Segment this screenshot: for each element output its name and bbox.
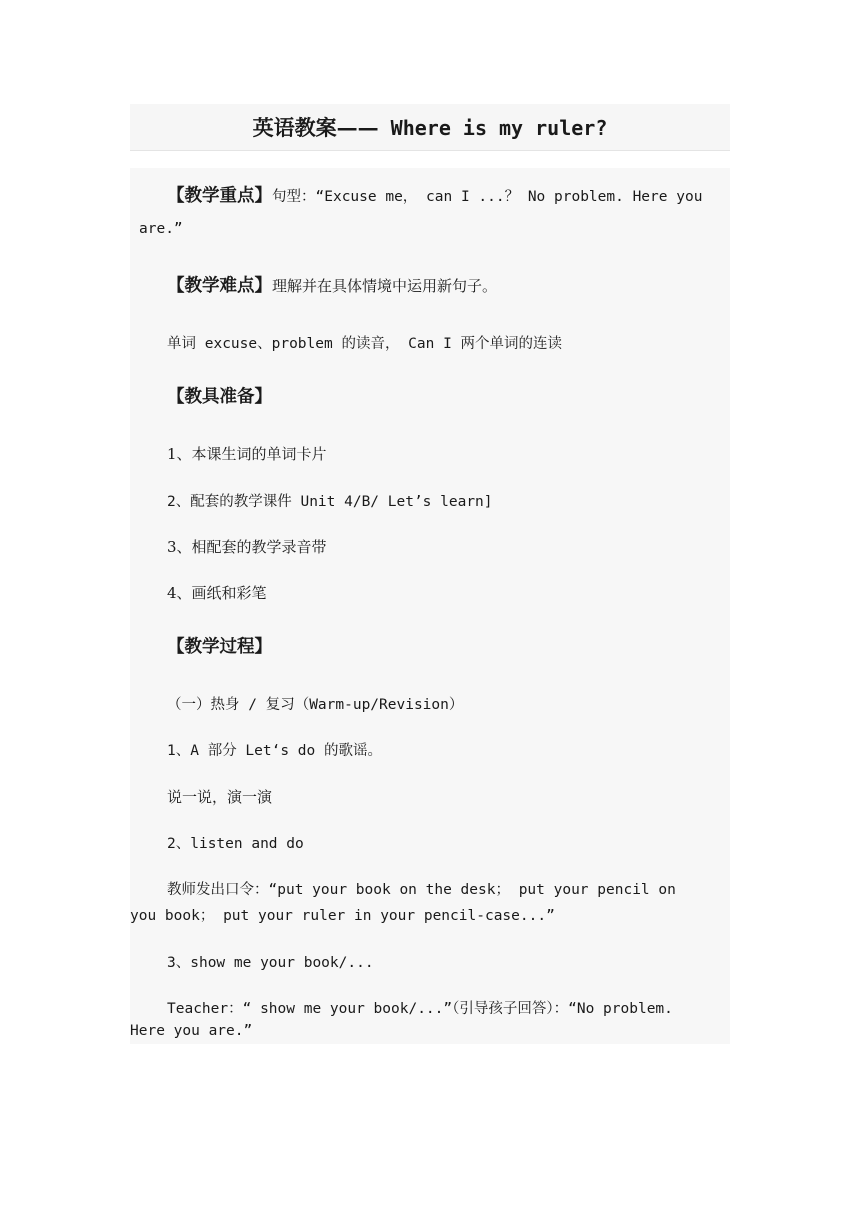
key-points-label: 【教学重点】 xyxy=(167,186,272,206)
process-step-3-text: Teacher：“ show me your book/...”（引导孩子回答）：“No problem. xyxy=(167,1001,673,1017)
title-chinese: 英语教案—— xyxy=(252,115,379,140)
key-points-text: 句型：“Excuse me， can I ...？ No problem. Here you xyxy=(272,189,703,205)
difficult-points-extra: 单词 excuse、problem 的读音， Can I 两个单词的连读 xyxy=(167,336,563,352)
process-step-3: 3、show me your book/... xyxy=(167,955,374,971)
difficult-points-label: 【教学难点】 xyxy=(167,276,272,296)
title-english: Where is my ruler? xyxy=(378,116,608,140)
process-step-3-text-continued: Here you are.” xyxy=(130,1023,253,1039)
key-points-text-continued: are.” xyxy=(139,221,183,237)
materials-heading: 【教具准备】 xyxy=(167,387,272,407)
difficult-points-line xyxy=(167,272,497,297)
document-body xyxy=(130,168,730,1044)
materials-item: 2、配套的教学课件 Unit 4/B/ Let’s learn] xyxy=(167,494,493,510)
process-step-1: 1、A 部分 Let‘s do 的歌谣。 xyxy=(167,743,382,759)
key-points-line xyxy=(167,182,730,207)
difficult-points-text: 理解并在具体情境中运用新句子。 xyxy=(272,277,498,295)
document-title xyxy=(130,104,730,151)
process-step-2-text-continued: you book； put your ruler in your pencil-case...” xyxy=(130,908,555,924)
process-step-1-note: 说一说，演一演 xyxy=(167,788,273,806)
process-step-2-text: 教师发出口令：“put your book on the desk； put your pencil on xyxy=(167,882,676,898)
materials-item: 4、画纸和彩笔 xyxy=(167,584,267,602)
process-section-warmup: （一）热身 / 复习（Warm-up/Revision） xyxy=(167,697,464,713)
process-step-2: 2、listen and do xyxy=(167,836,304,852)
process-heading: 【教学过程】 xyxy=(167,637,272,657)
materials-item: 1、本课生词的单词卡片 xyxy=(167,445,327,463)
materials-item: 3、相配套的教学录音带 xyxy=(167,538,327,556)
